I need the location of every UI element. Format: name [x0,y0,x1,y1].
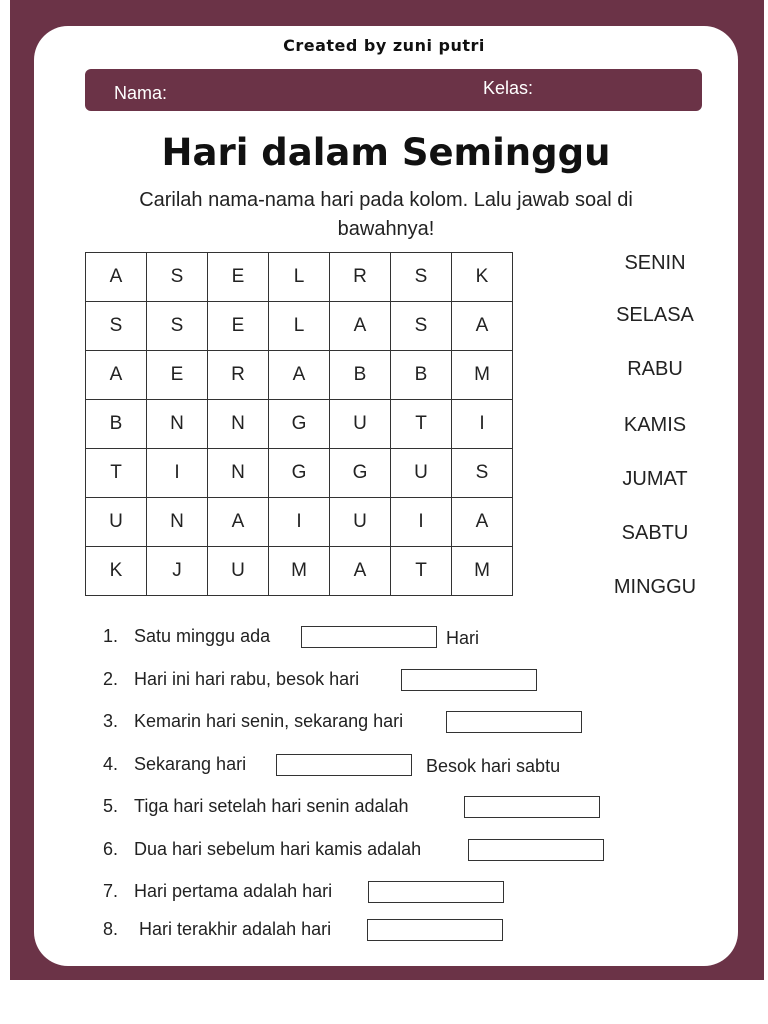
grid-cell[interactable]: S [391,253,452,302]
grid-cell[interactable]: E [208,302,269,351]
grid-cell[interactable]: R [208,351,269,400]
grid-cell[interactable]: G [269,400,330,449]
grid-cell[interactable]: U [208,547,269,596]
grid-cell[interactable]: J [147,547,208,596]
grid-row [86,351,513,400]
grid-cell[interactable]: B [86,400,147,449]
kelas-label: Kelas: [483,78,534,98]
question-text: Sekarang hari [134,754,247,774]
grid-cell[interactable]: T [86,449,147,498]
grid-cell[interactable]: U [330,498,391,547]
question-number: 4. [102,754,118,774]
grid-cell[interactable]: N [208,449,269,498]
answer-box[interactable] [401,669,537,691]
grid-cell[interactable]: A [269,351,330,400]
grid-row [86,547,513,596]
question-number: 1. [102,626,118,646]
grid-cell[interactable]: M [269,547,330,596]
question-text: Tiga hari setelah hari senin adalah [134,796,409,816]
grid-cell[interactable]: T [391,547,452,596]
grid-cell[interactable]: A [86,253,147,302]
grid-cell[interactable]: R [330,253,391,302]
question-number: 8. [102,919,118,939]
grid-cell[interactable]: B [330,351,391,400]
creator-credit: Created by zuni putri [283,36,485,55]
grid-cell[interactable]: G [330,449,391,498]
grid-cell[interactable]: U [391,449,452,498]
question-number: 6. [102,839,118,859]
answer-box[interactable] [464,796,600,818]
grid-cell[interactable]: E [208,253,269,302]
grid-cell[interactable]: L [269,253,330,302]
word-list-item: KAMIS [623,414,687,436]
answer-box[interactable] [276,754,412,776]
question-number: 2. [102,669,118,689]
question-suffix: Hari [446,628,480,648]
grid-row [86,400,513,449]
grid-cell[interactable]: T [391,400,452,449]
question-text: Dua hari sebelum hari kamis adalah [134,839,422,859]
grid-row [86,449,513,498]
grid-row [86,302,513,351]
question-text: Satu minggu ada [134,626,271,646]
grid-cell[interactable]: S [147,302,208,351]
answer-box[interactable] [367,919,503,941]
grid-cell[interactable]: A [86,351,147,400]
grid-cell[interactable]: L [269,302,330,351]
word-list-item: SABTU [621,522,689,544]
question-suffix: Besok hari sabtu [426,756,561,776]
grid-cell[interactable]: A [330,547,391,596]
question-text: Hari pertama adalah hari [134,881,333,901]
grid-cell[interactable]: S [147,253,208,302]
grid-cell[interactable]: I [391,498,452,547]
question-text: Hari ini hari rabu, besok hari [134,669,360,689]
question-number: 5. [102,796,118,816]
word-search-grid [85,252,513,596]
answer-box[interactable] [301,626,437,648]
word-list-item: SENIN [624,252,686,274]
grid-cell[interactable]: A [452,302,513,351]
grid-cell[interactable]: I [147,449,208,498]
grid-cell[interactable]: A [208,498,269,547]
grid-cell[interactable]: M [452,547,513,596]
instruction-text: Carilah nama-nama hari pada kolom. Lalu jawab soal di bawahnya! [139,189,633,240]
grid-cell[interactable]: A [452,498,513,547]
grid-cell[interactable]: N [147,400,208,449]
grid-cell[interactable]: S [391,302,452,351]
question-text: Kemarin hari senin, sekarang hari [134,711,404,731]
grid-row [86,253,513,302]
grid-cell[interactable]: K [452,253,513,302]
answer-box[interactable] [468,839,604,861]
grid-cell[interactable]: I [452,400,513,449]
word-list-item: JUMAT [622,468,688,490]
grid-cell[interactable]: K [86,547,147,596]
grid-cell[interactable]: S [86,302,147,351]
word-list-item: RABU [627,358,683,380]
grid-cell[interactable]: G [269,449,330,498]
grid-cell[interactable]: E [147,351,208,400]
word-list-item: SELASA [616,304,694,326]
grid-row [86,498,513,547]
grid-cell[interactable]: A [330,302,391,351]
grid-cell[interactable]: N [147,498,208,547]
question-number: 3. [102,711,118,731]
grid-cell[interactable]: S [452,449,513,498]
grid-cell[interactable]: N [208,400,269,449]
question-text: Hari terakhir adalah hari [139,919,332,939]
answer-box[interactable] [446,711,582,733]
grid-cell[interactable]: U [330,400,391,449]
grid-cell[interactable]: I [269,498,330,547]
grid-cell[interactable]: U [86,498,147,547]
grid-cell[interactable]: B [391,351,452,400]
word-list-item: MINGGU [613,576,697,598]
question-number: 7. [102,881,118,901]
grid-cell[interactable]: M [452,351,513,400]
nama-label: Nama: [114,83,168,103]
answer-box[interactable] [368,881,504,903]
name-class-bar [85,69,702,111]
page-title: Hari dalam Seminggu [161,131,611,174]
